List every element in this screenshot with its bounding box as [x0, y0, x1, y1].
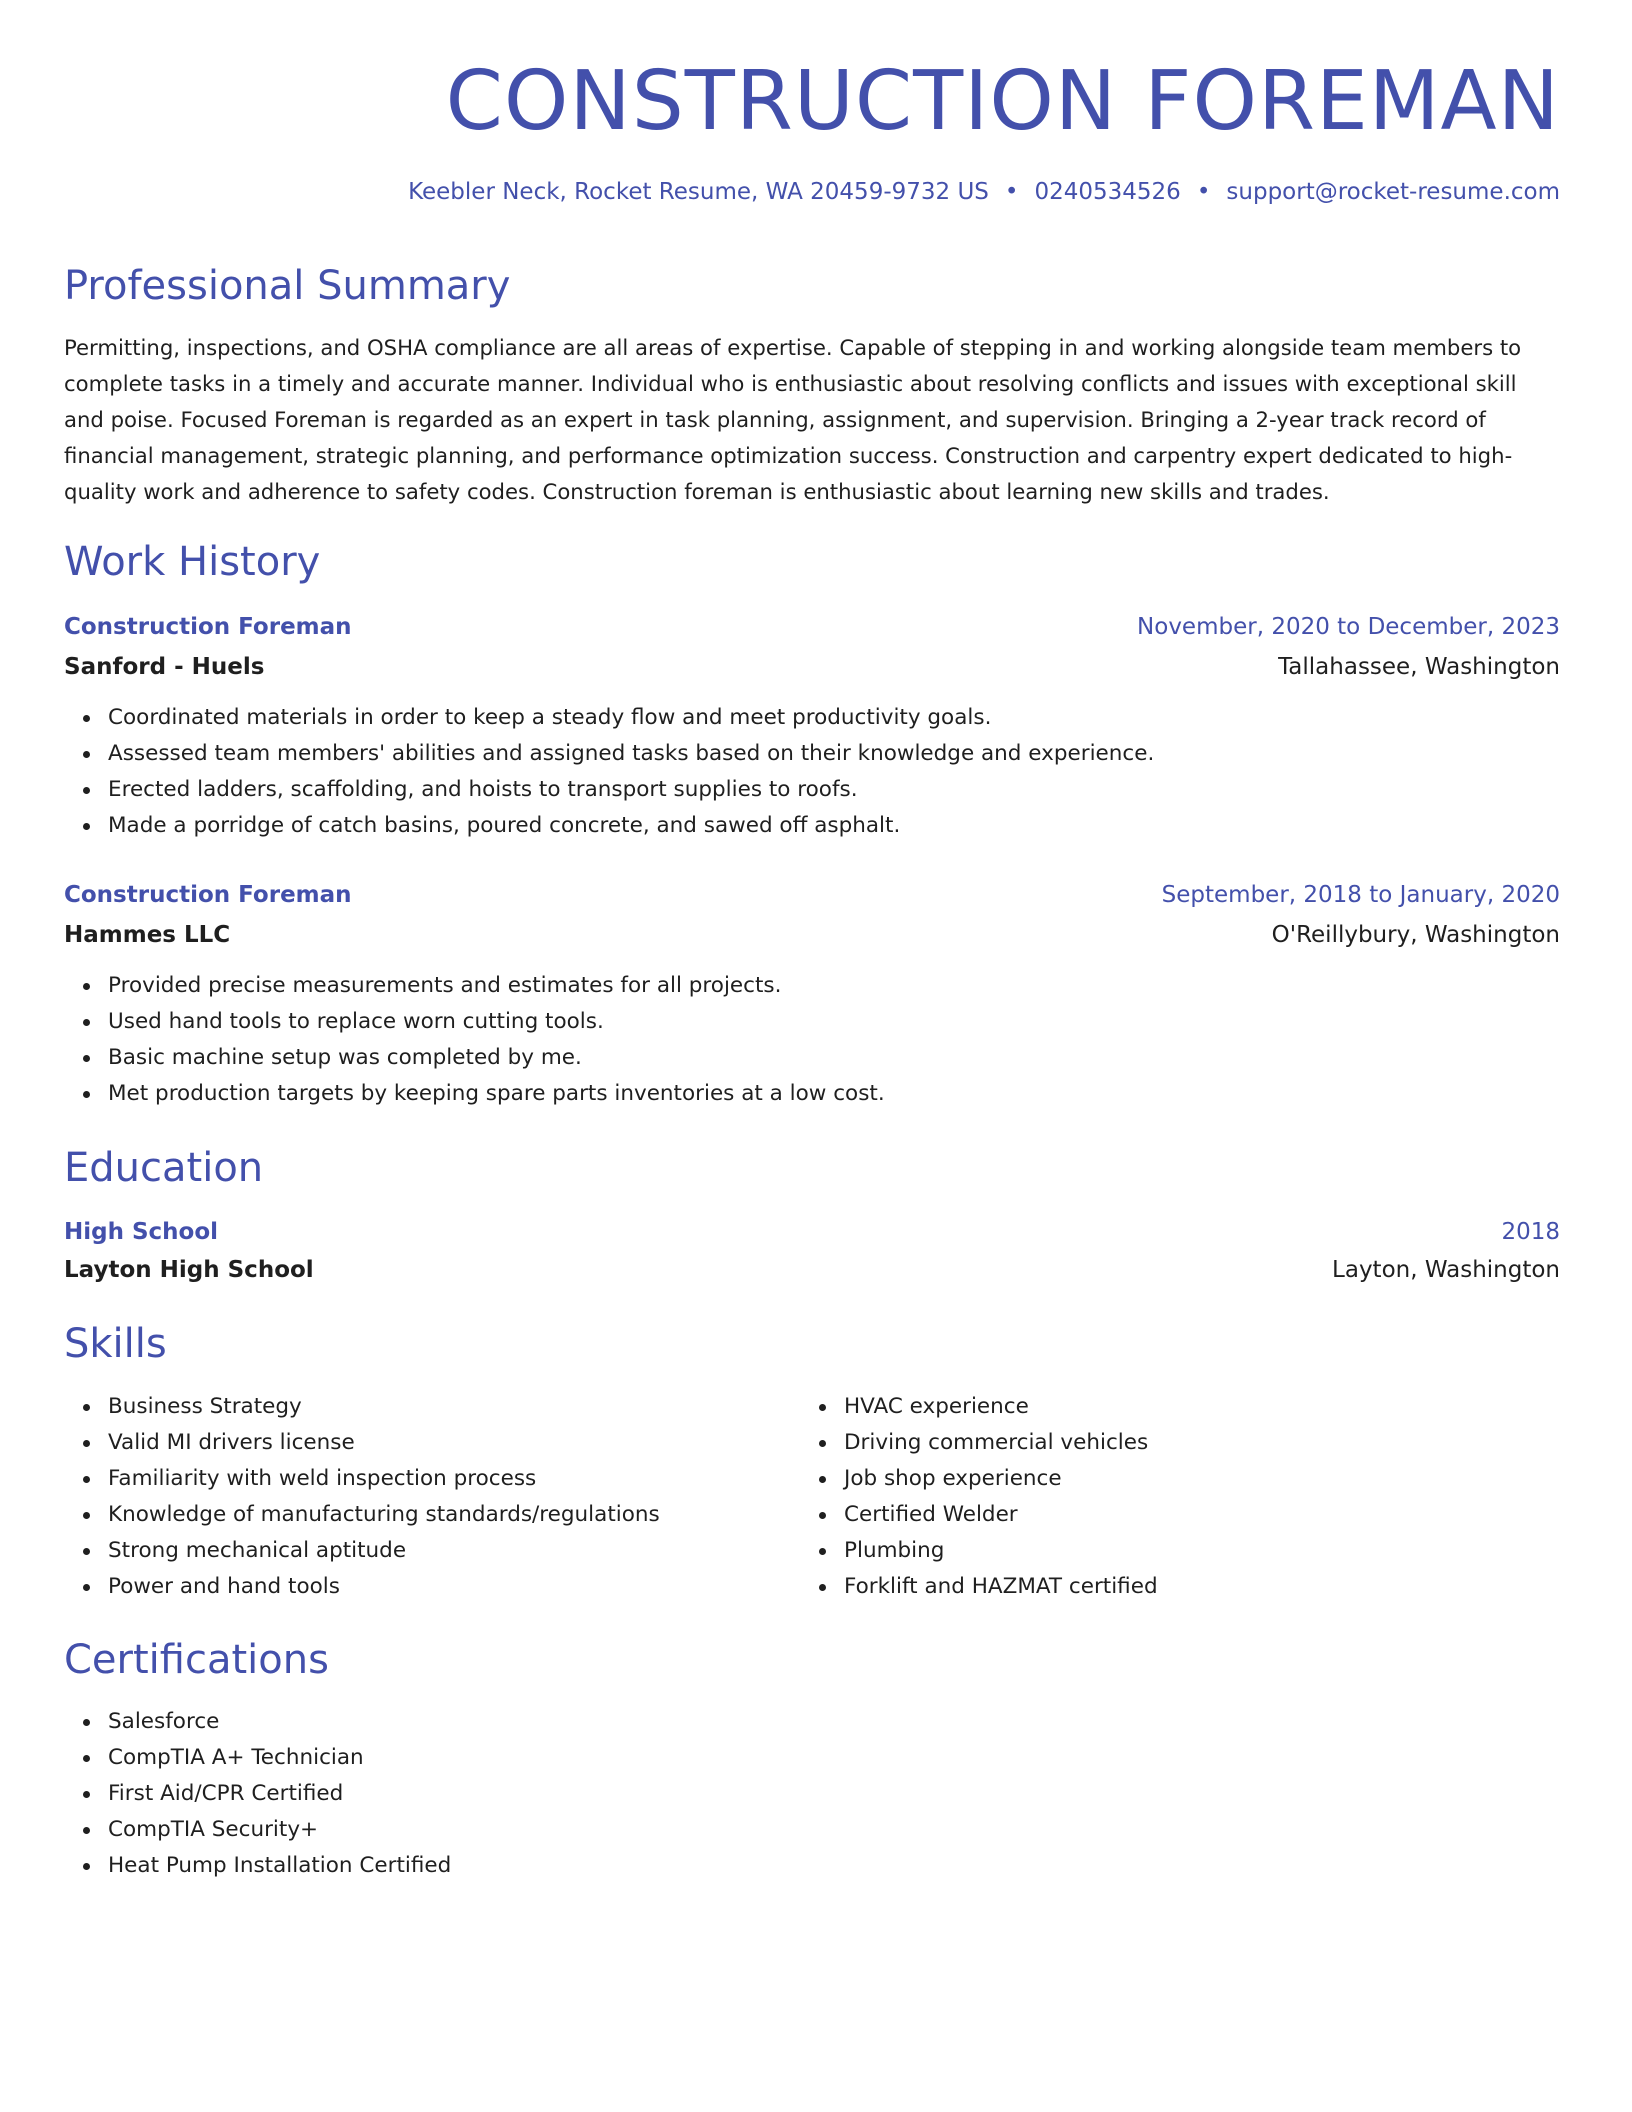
education-heading: Education	[64, 1145, 264, 1191]
job-employer-row	[64, 651, 1560, 683]
job-bullets	[64, 968, 885, 1112]
list-item: Coordinated materials in order to keep a steady flow and meet productivity goals.	[108, 700, 1154, 736]
job-dates: September, 2018 to January, 2020	[1161, 882, 1560, 908]
list-item: Forklift and HAZMAT certified	[844, 1569, 1158, 1605]
list-item: Erected ladders, scaffolding, and hoists to transport supplies to roofs.	[108, 772, 1154, 808]
summary-heading: Professional Summary	[64, 263, 511, 309]
list-item: Business Strategy	[108, 1389, 660, 1425]
job-title: Construction Foreman	[64, 614, 352, 640]
education-school: Layton High School	[64, 1257, 314, 1283]
list-item: Certified Welder	[844, 1497, 1158, 1533]
list-item: Driving commercial vehicles	[844, 1425, 1158, 1461]
job-employer-row	[64, 919, 1560, 951]
contact-line	[408, 176, 1560, 208]
skills-heading: Skills	[64, 1321, 167, 1367]
list-item: First Aid/CPR Certified	[108, 1776, 451, 1812]
skills-list-right	[800, 1389, 1158, 1605]
list-item: Made a porridge of catch basins, poured concrete, and sawed off asphalt.	[108, 808, 1154, 844]
list-item: Plumbing	[844, 1533, 1158, 1569]
job-location: Tallahassee, Washington	[1278, 654, 1560, 680]
job-employer: Sanford - Huels	[64, 654, 265, 680]
contact-phone: 0240534526	[1034, 179, 1181, 205]
list-item: Provided precise measurements and estimates for all projects.	[108, 968, 885, 1004]
job-header-row	[64, 879, 1560, 911]
list-item: CompTIA A+ Technician	[108, 1740, 451, 1776]
list-item: Familiarity with weld inspection process	[108, 1461, 660, 1497]
list-item: Basic machine setup was completed by me.	[108, 1040, 885, 1076]
job-employer: Hammes LLC	[64, 922, 231, 948]
list-item: Heat Pump Installation Certified	[108, 1848, 451, 1884]
education-school-row	[64, 1254, 1560, 1286]
job-header-row	[64, 611, 1560, 643]
summary-text: Permitting, inspections, and OSHA compliance are all areas of expertise. Capable of stepping in and working alongside team members to complete tasks in a timely and accurate manner. Individual who is enthusiastic about resolving conflicts and issues with exceptional skill and poise. Focused Foreman is regarded as an expert in task planning, assignment, and supervision. Bringing a 2-year track record of financial management, strategic planning, and performance optimization success. Construction and carpentry expert dedicated to high-quality work and adherence to safety codes. Construction foreman is enthusiastic about learning new skills and trades.	[64, 335, 1522, 504]
skills-list-left	[64, 1389, 660, 1605]
resume-title: CONSTRUCTION FOREMAN	[445, 54, 1560, 149]
list-item: Met production targets by keeping spare parts inventories at a low cost.	[108, 1076, 885, 1112]
list-item: Salesforce	[108, 1704, 451, 1740]
education-location: Layton, Washington	[1332, 1257, 1560, 1283]
education-header-row	[64, 1216, 1560, 1248]
education-year: 2018	[1501, 1219, 1560, 1245]
job-dates: November, 2020 to December, 2023	[1137, 614, 1560, 640]
list-item: Knowledge of manufacturing standards/regulations	[108, 1497, 660, 1533]
job-bullets	[64, 700, 1154, 844]
list-item: Strong mechanical aptitude	[108, 1533, 660, 1569]
list-item: Job shop experience	[844, 1461, 1158, 1497]
work-history-heading: Work History	[64, 539, 321, 585]
contact-email[interactable]: support@rocket-resume.com	[1226, 179, 1560, 205]
certifications-heading: Certifications	[64, 1637, 329, 1683]
resume-page	[64, 0, 1560, 1878]
list-item: Assessed team members' abilities and assigned tasks based on their knowledge and experience.	[108, 736, 1154, 772]
contact-separator: •	[1004, 179, 1019, 205]
list-item: Used hand tools to replace worn cutting tools.	[108, 1004, 885, 1040]
list-item: CompTIA Security+	[108, 1812, 451, 1848]
contact-separator: •	[1196, 179, 1211, 205]
job-location: O'Reillybury, Washington	[1271, 922, 1560, 948]
certifications-list	[64, 1704, 451, 1884]
contact-address: Keebler Neck, Rocket Resume, WA 20459-9732 US	[408, 179, 989, 205]
job-title: Construction Foreman	[64, 882, 352, 908]
list-item: HVAC experience	[844, 1389, 1158, 1425]
list-item: Power and hand tools	[108, 1569, 660, 1605]
list-item: Valid MI drivers license	[108, 1425, 660, 1461]
education-degree: High School	[64, 1219, 219, 1245]
